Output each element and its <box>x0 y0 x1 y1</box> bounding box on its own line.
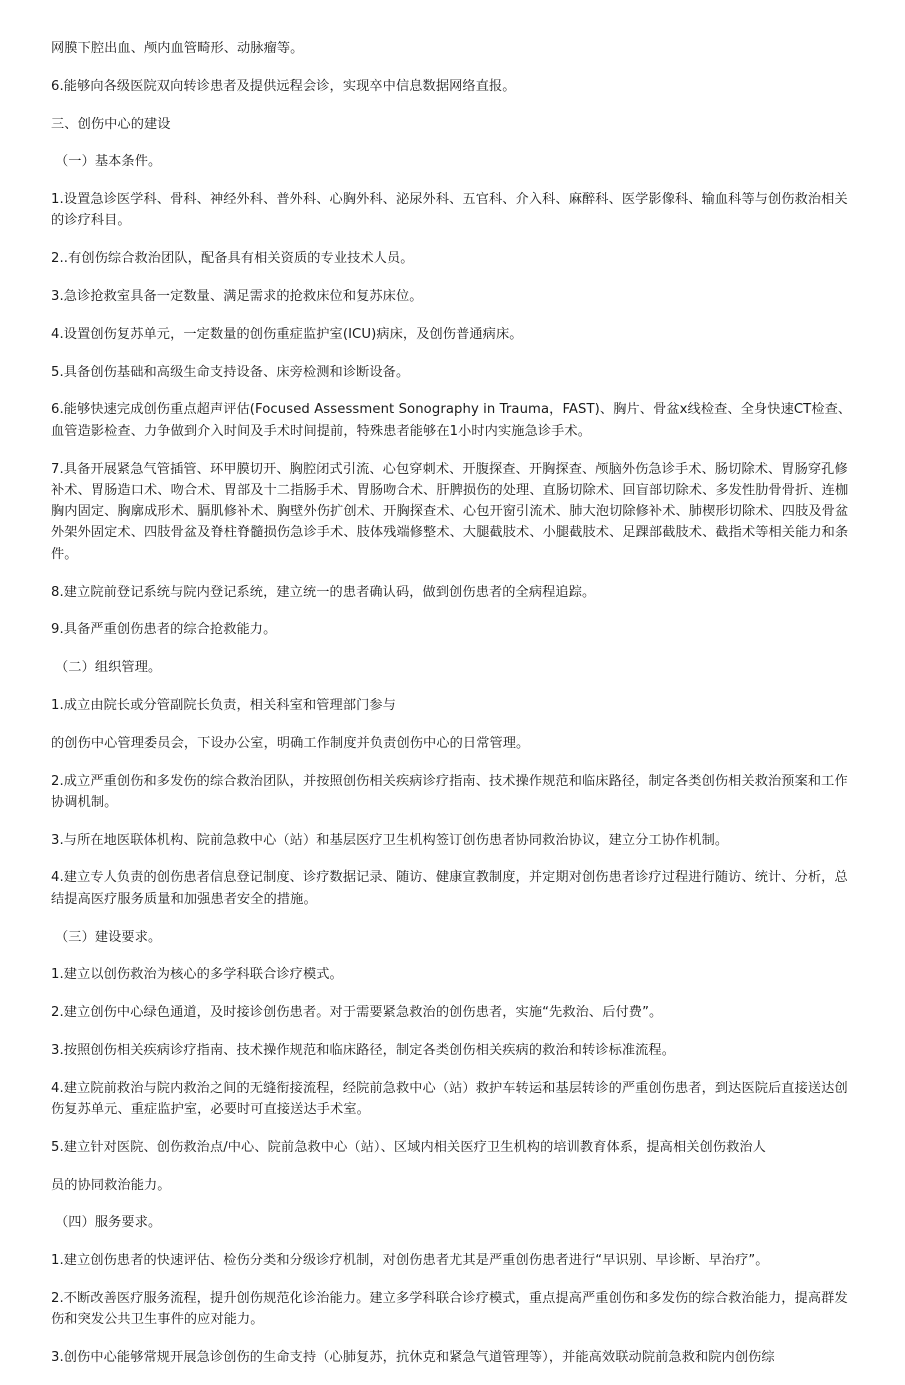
document-page <box>51 38 856 1385</box>
subsection-heading-organization: （二）组织管理。 <box>55 660 162 676</box>
subsection-heading-service: （四）服务要求。 <box>55 1215 162 1231</box>
paragraph-item: 3.按照创伤相关疾病诊疗指南、技术操作规范和临床路径，制定各类创伤相关疾病的救治和转诊标准流程。 <box>51 1042 676 1058</box>
paragraph-item: 3.急诊抢救室具备一定数量、满足需求的抢救床位和复苏床位。 <box>51 289 423 305</box>
paragraph-item: 8.建立院前登记系统与院内登记系统，建立统一的患者确认码，做到创伤患者的全病程追踪。 <box>51 584 596 600</box>
subsection-heading-construction: （三）建设要求。 <box>55 929 162 945</box>
paragraph-item: 1.成立由院长或分管副院长负责，相关科室和管理部门参与 <box>51 697 396 713</box>
paragraph-item: 5.具备创伤基础和高级生命支持设备、床旁检测和诊断设备。 <box>51 364 410 380</box>
paragraph-stroke-item-6: 6.能够向各级医院双向转诊患者及提供远程会诊，实现卒中信息数据网络直报。 <box>51 78 516 94</box>
paragraph-item: 6.能够快速完成创伤重点超声评估(Focused Assessment Sonography in Trauma，FAST)、胸片、骨盆x线检查、全身快速CT检查、血管造影检查、力争做到介入时间及手术时间提前，特殊患者能够在1小时内实施急诊手术。 <box>51 402 852 439</box>
paragraph-item: 2.成立严重创伤和多发伤的综合救治团队，并按照创伤相关疾病诊疗指南、技术操作规范和临床路径，制定各类创伤相关救治预案和工作协调机制。 <box>51 773 848 810</box>
paragraph-item: 7.具备开展紧急气管插管、环甲膜切开、胸腔闭式引流、心包穿刺术、开腹探查、开胸探查、颅脑外伤急诊手术、肠切除术、胃肠穿孔修补术、胃肠造口术、吻合术、胃部及十二指肠手术、胃肠吻合术、肝脾损伤的处理、直肠切除术、回盲部切除术、多发性肋骨骨折、连枷胸内固定、胸廓成形术、膈肌修补术、胸壁外伤扩创术、开胸探查术、心包开窗引流术、肺大泡切除修补术、肺楔形切除术、四肢及骨盆外架外固定术、四肢骨盆及脊柱脊髓损伤急诊手术、肢体残端修整术、大腿截肢术、小腿截肢术、足踝部截肢术、截指术等相关能力和条件。 <box>51 461 849 562</box>
paragraph-item: 9.具备严重创伤患者的综合抢救能力。 <box>51 622 277 638</box>
paragraph-item: 4.设置创伤复苏单元，一定数量的创伤重症监护室(ICU)病床，及创伤普通病床。 <box>51 326 523 342</box>
paragraph-item: 4.建立专人负责的创伤患者信息登记制度、诊疗数据记录、随访、健康宣教制度，并定期对创伤患者诊疗过程进行随访、统计、分析，总结提高医疗服务质量和加强患者安全的措施。 <box>51 870 848 907</box>
paragraph-item: 3.创伤中心能够常规开展急诊创伤的生命支持（心肺复苏，抗休克和紧急气道管理等），并能高效联动院前急救和院内创伤综 <box>51 1350 775 1366</box>
paragraph-item: 5.建立针对医院、创伤救治点/中心、院前急救中心（站）、区域内相关医疗卫生机构的培训教育体系，提高相关创伤救治人 <box>51 1139 766 1155</box>
paragraph-item: 1.建立以创伤救治为核心的多学科联合诊疗模式。 <box>51 967 343 983</box>
paragraph-item: 1.建立创伤患者的快速评估、检伤分类和分级诊疗机制，对创伤患者尤其是严重创伤患者进行“早识别、早诊断、早治疗”。 <box>51 1253 769 1269</box>
paragraph-continuation: 的创伤中心管理委员会，下设办公室，明确工作制度并负责创伤中心的日常管理。 <box>51 735 530 751</box>
paragraph-item: 3.与所在地医联体机构、院前急救中心（站）和基层医疗卫生机构签订创伤患者协同救治协议，建立分工协作机制。 <box>51 832 729 848</box>
paragraph-item: 2..有创伤综合救治团队，配备具有相关资质的专业技术人员。 <box>51 251 414 267</box>
paragraph-continuation: 网膜下腔出血、颅内血管畸形、动脉瘤等。 <box>51 41 304 56</box>
paragraph-continuation: 员的协同救治能力。 <box>51 1177 171 1193</box>
paragraph-item: 4.建立院前救治与院内救治之间的无缝衔接流程，经院前急救中心（站）救护车转运和基层转诊的严重创伤患者，到达医院后直接送达创伤复苏单元、重症监护室，必要时可直接送达手术室。 <box>51 1080 848 1117</box>
paragraph-item: 2.建立创伤中心绿色通道，及时接诊创伤患者。对于需要紧急救治的创伤患者，实施“先救治、后付费”。 <box>51 1005 663 1021</box>
paragraph-item: 2.不断改善医疗服务流程，提升创伤规范化诊治能力。建立多学科联合诊疗模式，重点提高严重创伤和多发伤的综合救治能力，提高群发伤和突发公共卫生事件的应对能力。 <box>51 1290 848 1328</box>
section-heading-trauma-center: 三、创伤中心的建设 <box>51 116 171 132</box>
paragraph-item: 1.设置急诊医学科、骨科、神经外科、普外科、心胸外科、泌尿外科、五官科、介入科、麻醉科、医学影像科、输血科等与创伤救治相关的诊疗科目。 <box>51 192 848 229</box>
subsection-heading-basic-conditions: （一）基本条件。 <box>55 154 162 170</box>
